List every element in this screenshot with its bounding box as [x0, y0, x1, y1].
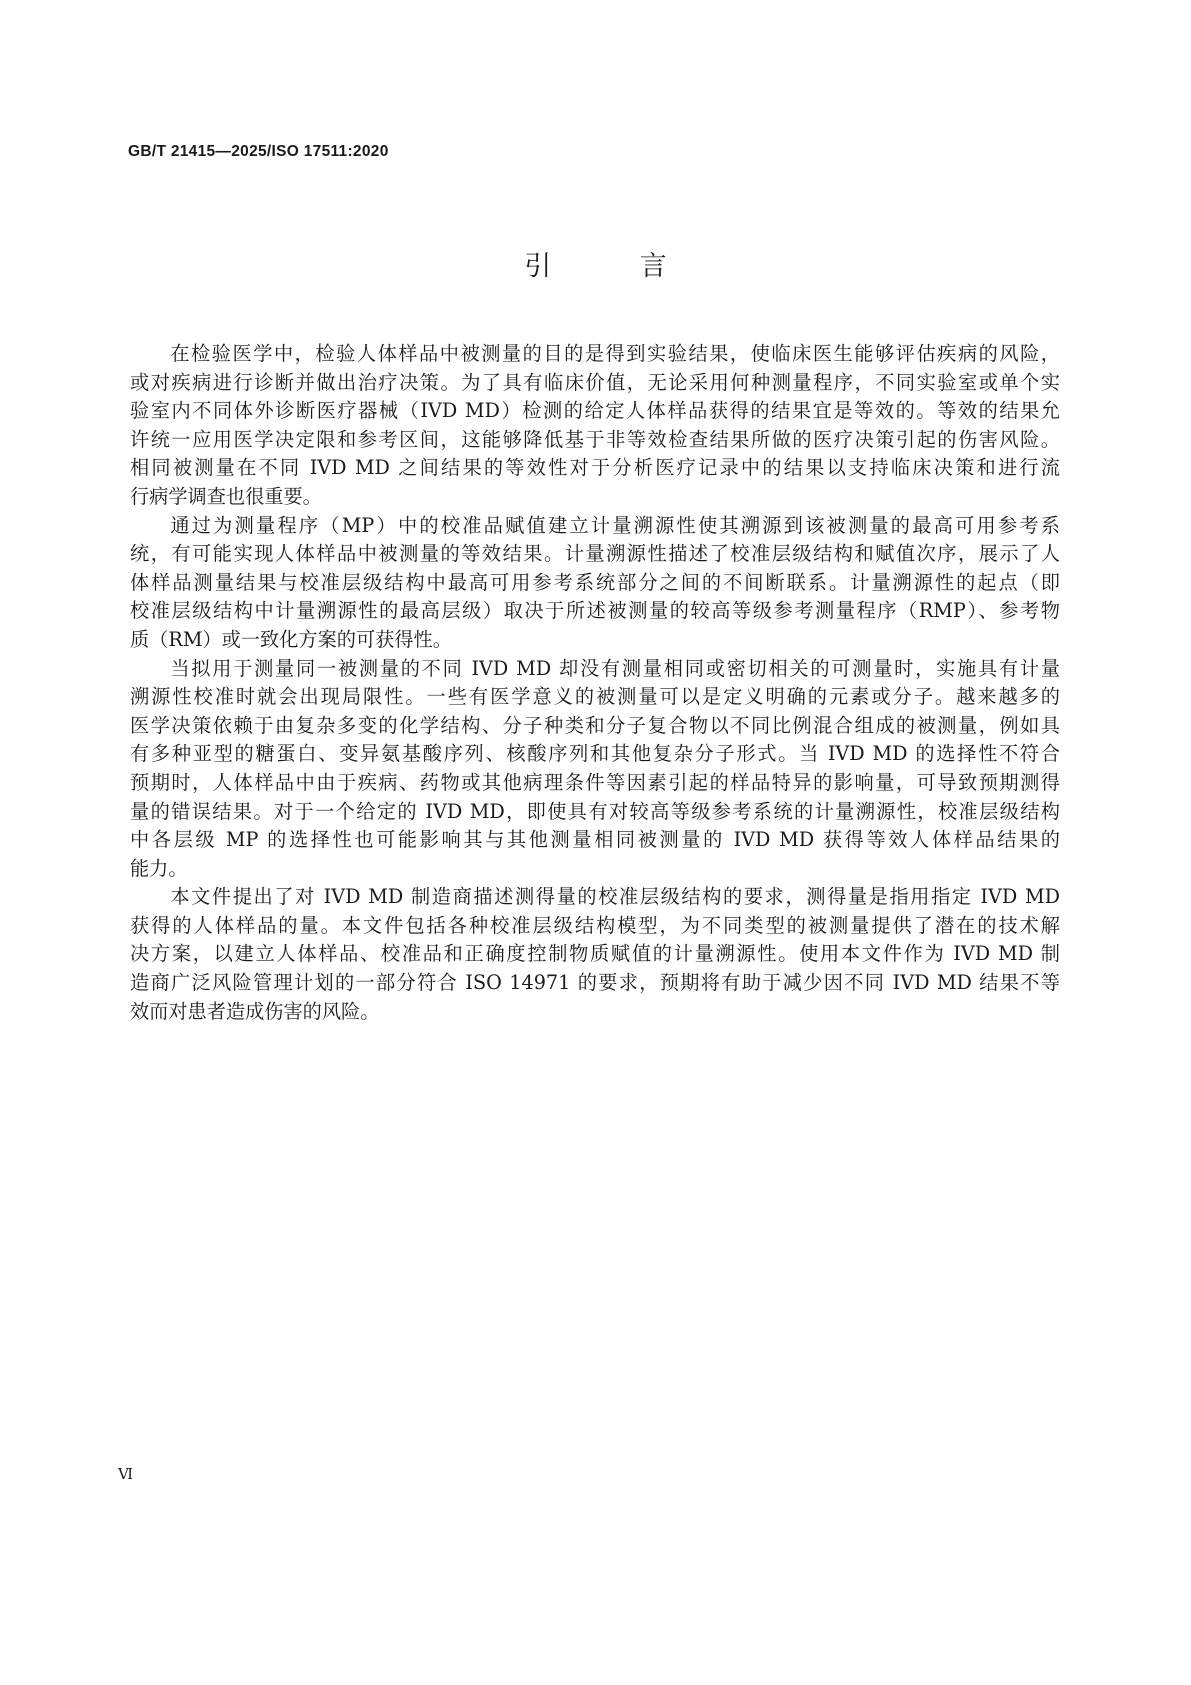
paragraph-line: 相同被测量在不同 IVD MD 之间结果的等效性对于分析医疗记录中的结果以支持临床决策和进行流: [130, 456, 1060, 480]
paragraph-line: 获得的人体样品的量。本文件包括各种校准层级结构模型，为不同类型的被测量提供了潜在的技术解: [130, 913, 1060, 937]
paragraph-line: 医学决策依赖于由复杂多变的化学结构、分子种类和分子复合物以不同比例混合组成的被测量，例如具: [130, 713, 1060, 737]
paragraph-line: 质（RM）或一致化方案的可获得性。: [130, 627, 452, 651]
standard-number-header: GB/T 21415—2025/ISO 17511:2020: [128, 143, 389, 160]
paragraph-line: 或对疾病进行诊断并做出治疗决策。为了具有临床价值，无论采用何种测量程序，不同实验室或单个实: [130, 370, 1060, 394]
paragraph-line: 量的错误结果。对于一个给定的 IVD MD，即使具有对较高等级参考系统的计量溯源性，校准层级结构: [130, 799, 1060, 823]
paragraph: [130, 340, 1060, 512]
paragraph-line: 能力。: [130, 856, 188, 880]
paragraph-line: 体样品测量结果与校准层级结构中最高可用参考系统部分之间的不间断联系。计量溯源性的起点（即: [130, 570, 1060, 594]
paragraph-line: 行病学调查也很重要。: [130, 484, 322, 508]
paragraph: [130, 883, 1060, 1026]
section-title: [0, 244, 1191, 283]
paragraph-line: 决方案，以建立人体样品、校准品和正确度控制物质赋值的计量溯源性。使用本文件作为 IVD MD 制: [130, 942, 1060, 966]
paragraph-line: 当拟用于测量同一被测量的不同 IVD MD 却没有测量相同或密切相关的可测量时，实施具有计量: [170, 656, 1060, 680]
page-number: Ⅵ: [118, 1465, 134, 1483]
paragraph-line: 中各层级 MP 的选择性也可能影响其与其他测量相同被测量的 IVD MD 获得等效人体样品结果的: [130, 828, 1060, 852]
paragraph-line: 造商广泛风险管理计划的一部分符合 ISO 14971 的要求，预期将有助于减少因不同 IVD MD 结果不等: [130, 971, 1060, 995]
introduction-body: [130, 340, 1060, 1026]
paragraph-line: 溯源性校准时就会出现局限性。一些有医学意义的被测量可以是定义明确的元素或分子。越来越多的: [130, 685, 1060, 709]
paragraph-line: 在检验医学中，检验人体样品中被测量的目的是得到实验结果，使临床医生能够评估疾病的风险，: [170, 342, 1060, 365]
paragraph-line: 本文件提出了对 IVD MD 制造商描述测得量的校准层级结构的要求，测得量是指用指定 IVD MD: [170, 885, 1060, 909]
paragraph-line: 通过为测量程序（MP）中的校准品赋值建立计量溯源性使其溯源到该被测量的最高可用参考系: [170, 513, 1060, 537]
paragraph-line: 许统一应用医学决定限和参考区间，这能够降低基于非等效检查结果所做的医疗决策引起的伤害风险。: [130, 427, 1060, 451]
paragraph-line: 预期时，人体样品中由于疾病、药物或其他病理条件等因素引起的样品特异的影响量，可导致预期测得: [130, 770, 1060, 794]
paragraph-line: 验室内不同体外诊断医疗器械（IVD MD）检测的给定人体样品获得的结果宜是等效的。等效的结果允: [130, 399, 1060, 423]
paragraph: [130, 512, 1060, 655]
paragraph-line: 统，有可能实现人体样品中被测量的等效结果。计量溯源性描述了校准层级结构和赋值次序，展示了人: [130, 542, 1060, 566]
paragraph-line: 有多种亚型的糖蛋白、变异氨基酸序列、核酸序列和其他复杂分子形式。当 IVD MD 的选择性不符合: [130, 742, 1060, 766]
section-title-text: 引 言: [524, 251, 707, 282]
paragraph-line: 校准层级结构中计量溯源性的最高层级）取决于所述被测量的较高等级参考测量程序（RMP）、参考物: [130, 599, 1060, 623]
paragraph-line: 效而对患者造成伤害的风险。: [130, 999, 380, 1023]
paragraph: [130, 655, 1060, 884]
